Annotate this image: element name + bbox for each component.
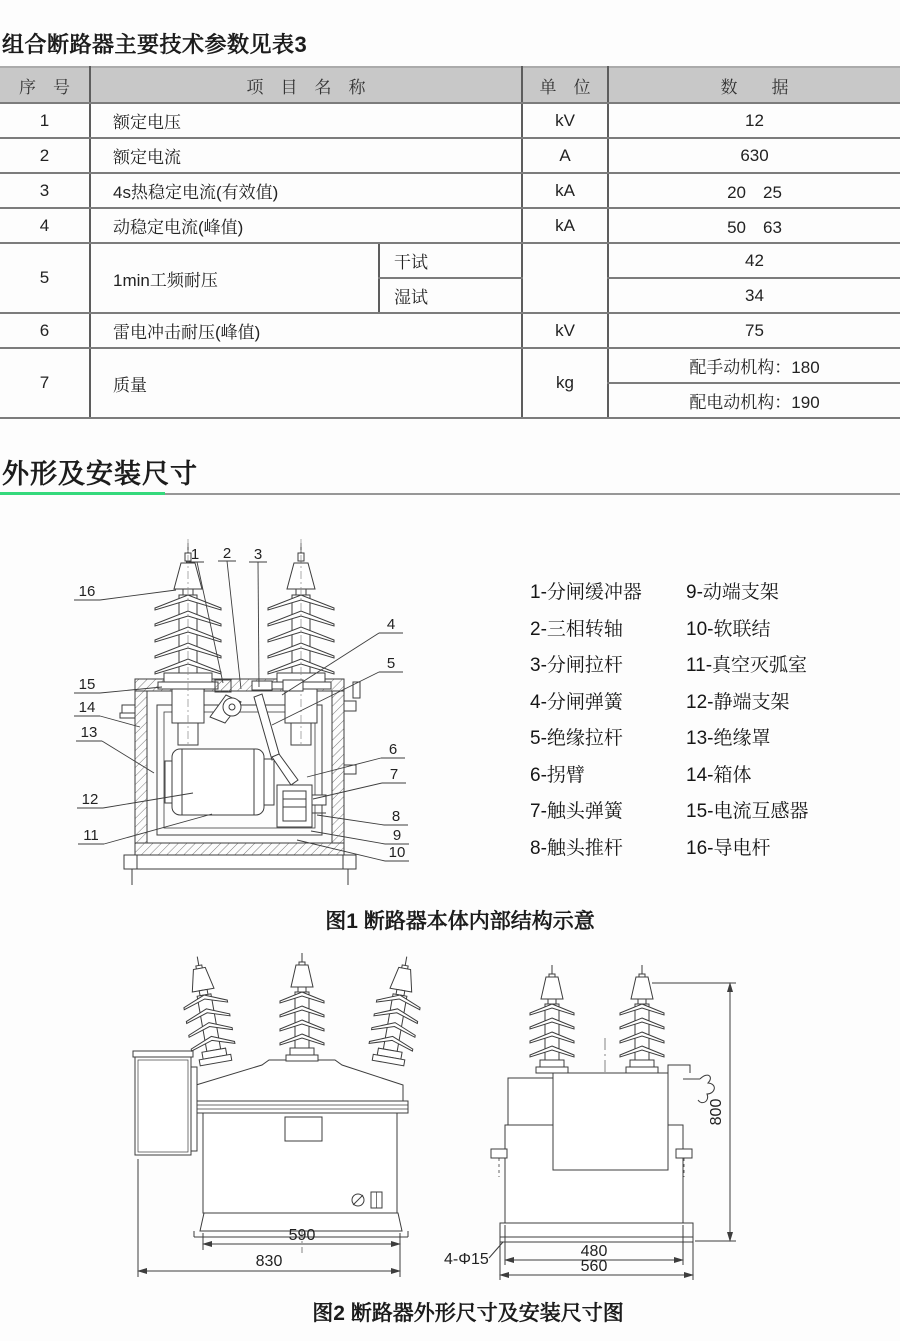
cell-item: 动稳定电流(峰值) — [90, 208, 522, 243]
side-insulator-right — [620, 965, 664, 1073]
dim-label-800: 800 — [708, 1098, 725, 1126]
callout-5: 5 — [386, 655, 396, 672]
legend-item: 14-箱体 — [686, 764, 752, 786]
cell-data: 12 — [608, 103, 900, 138]
callout-15: 15 — [78, 676, 96, 693]
front-insulator-left — [176, 953, 238, 1067]
legend-item: 3-分闸拉杆 — [530, 655, 623, 676]
cell-unit: kA — [522, 173, 608, 208]
cell-no: 7 — [0, 348, 90, 418]
legend-item: 15-电流互感器 — [686, 801, 809, 822]
callout-1: 1 — [190, 546, 200, 563]
cell-data: 20 25 — [608, 173, 900, 208]
mechanism-cabinet — [133, 1051, 197, 1155]
cell-unit: A — [522, 138, 608, 173]
callout-10: 10 — [388, 844, 406, 861]
callout-11: 11 — [83, 827, 99, 844]
figure1-internal-structure-drawing — [60, 537, 520, 897]
legend-item: 10-软联结 — [686, 618, 771, 640]
section-heading: 外形及安装尺寸 — [2, 459, 198, 489]
cell-subitem-dry: 干试 — [379, 243, 522, 278]
header-unit: 单 位 — [522, 67, 608, 103]
dim-label-480: 480 — [580, 1243, 608, 1260]
side-insulator-left — [530, 965, 574, 1073]
heading-underline-rule — [165, 493, 900, 495]
cell-item: 额定电流 — [90, 138, 522, 173]
cell-item: 1min工频耐压 — [90, 243, 379, 313]
cell-item: 质量 — [90, 348, 522, 418]
legend-item: 6-拐臂 — [530, 764, 585, 786]
callout-8: 8 — [391, 808, 401, 825]
cell-item: 4s热稳定电流(有效值) — [90, 173, 522, 208]
figure1-caption: 图1 断路器本体内部结构示意 — [325, 910, 595, 933]
legend-item: 16-导电杆 — [686, 837, 771, 859]
cell-unit: kA — [522, 208, 608, 243]
parameters-table — [0, 66, 900, 419]
cell-unit: kg — [522, 348, 608, 418]
dim-label-590: 590 — [288, 1227, 316, 1244]
figure2-caption: 图2 断路器外形尺寸及安装尺寸图 — [312, 1302, 624, 1325]
figure1-legend-column-2 — [686, 575, 808, 867]
cell-data: 50 63 — [608, 208, 900, 243]
legend-item: 1-分闸缓冲器 — [530, 582, 642, 603]
header-item: 项 目 名 称 — [90, 67, 522, 103]
legend-item: 11-真空灭弧室 — [686, 655, 808, 676]
callout-12: 12 — [81, 791, 99, 808]
front-insulator-right — [366, 953, 428, 1067]
cell-no: 4 — [0, 208, 90, 243]
callout-3: 3 — [253, 546, 263, 563]
legend-item: 9-动端支架 — [686, 582, 779, 603]
callout-9: 9 — [392, 827, 402, 844]
cell-data-motor: 配电动机构：190 — [608, 383, 900, 418]
legend-item: 4-分闸弹簧 — [530, 691, 623, 713]
header-no: 序 号 — [0, 67, 90, 103]
bushing-insulator-right — [268, 539, 334, 747]
cell-no: 2 — [0, 138, 90, 173]
cell-no: 5 — [0, 243, 90, 313]
front-insulator-center — [280, 953, 324, 1061]
legend-item: 7-触头弹簧 — [530, 801, 623, 822]
callout-16: 16 — [78, 583, 96, 600]
table-header-row — [0, 67, 900, 103]
table-row — [0, 138, 900, 173]
cell-data: 75 — [608, 313, 900, 348]
table-row — [0, 208, 900, 243]
dim-label-830: 830 — [255, 1253, 283, 1270]
cell-unit: kV — [522, 313, 608, 348]
legend-item: 2-三相转轴 — [530, 618, 623, 640]
cell-data: 630 — [608, 138, 900, 173]
holes-leader — [489, 1242, 503, 1258]
cell-subitem-wet: 湿试 — [379, 278, 522, 313]
legend-item: 5-绝缘拉杆 — [530, 728, 623, 749]
figure1-legend-column-1 — [530, 575, 642, 867]
header-data: 数 据 — [608, 67, 900, 103]
table-row — [0, 243, 900, 278]
page-title: 组合断路器主要技术参数见表3 — [2, 32, 308, 57]
cell-no: 1 — [0, 103, 90, 138]
cell-data-manual: 配手动机构：180 — [608, 348, 900, 383]
cell-data: 42 — [608, 243, 900, 278]
cell-no: 3 — [0, 173, 90, 208]
dim-label-560: 560 — [580, 1258, 608, 1275]
cell-unit: kV — [522, 103, 608, 138]
table-row — [0, 348, 900, 383]
callout-14: 14 — [78, 699, 96, 716]
cell-item: 额定电压 — [90, 103, 522, 138]
table-row — [0, 103, 900, 138]
cell-data: 34 — [608, 278, 900, 313]
table-row — [0, 313, 900, 348]
callout-4: 4 — [386, 616, 396, 633]
legend-item: 8-触头推杆 — [530, 837, 623, 859]
legend-item: 13-绝缘罩 — [686, 728, 771, 749]
front-view — [133, 953, 428, 1277]
figure2-outline-dimensions-drawing — [100, 953, 900, 1298]
cell-no: 6 — [0, 313, 90, 348]
cell-unit — [522, 243, 608, 313]
callout-13: 13 — [80, 724, 98, 741]
lifting-hook — [698, 1075, 714, 1103]
mounting-holes-label: 4-Φ15 — [444, 1251, 489, 1268]
heading-underline-accent — [0, 492, 165, 495]
cell-item: 雷电冲击耐压(峰值) — [90, 313, 522, 348]
callout-7: 7 — [389, 766, 399, 783]
side-view — [489, 965, 736, 1280]
callout-2: 2 — [222, 545, 232, 562]
legend-item: 12-静端支架 — [686, 691, 790, 713]
table-row — [0, 173, 900, 208]
callout-6: 6 — [388, 741, 398, 758]
